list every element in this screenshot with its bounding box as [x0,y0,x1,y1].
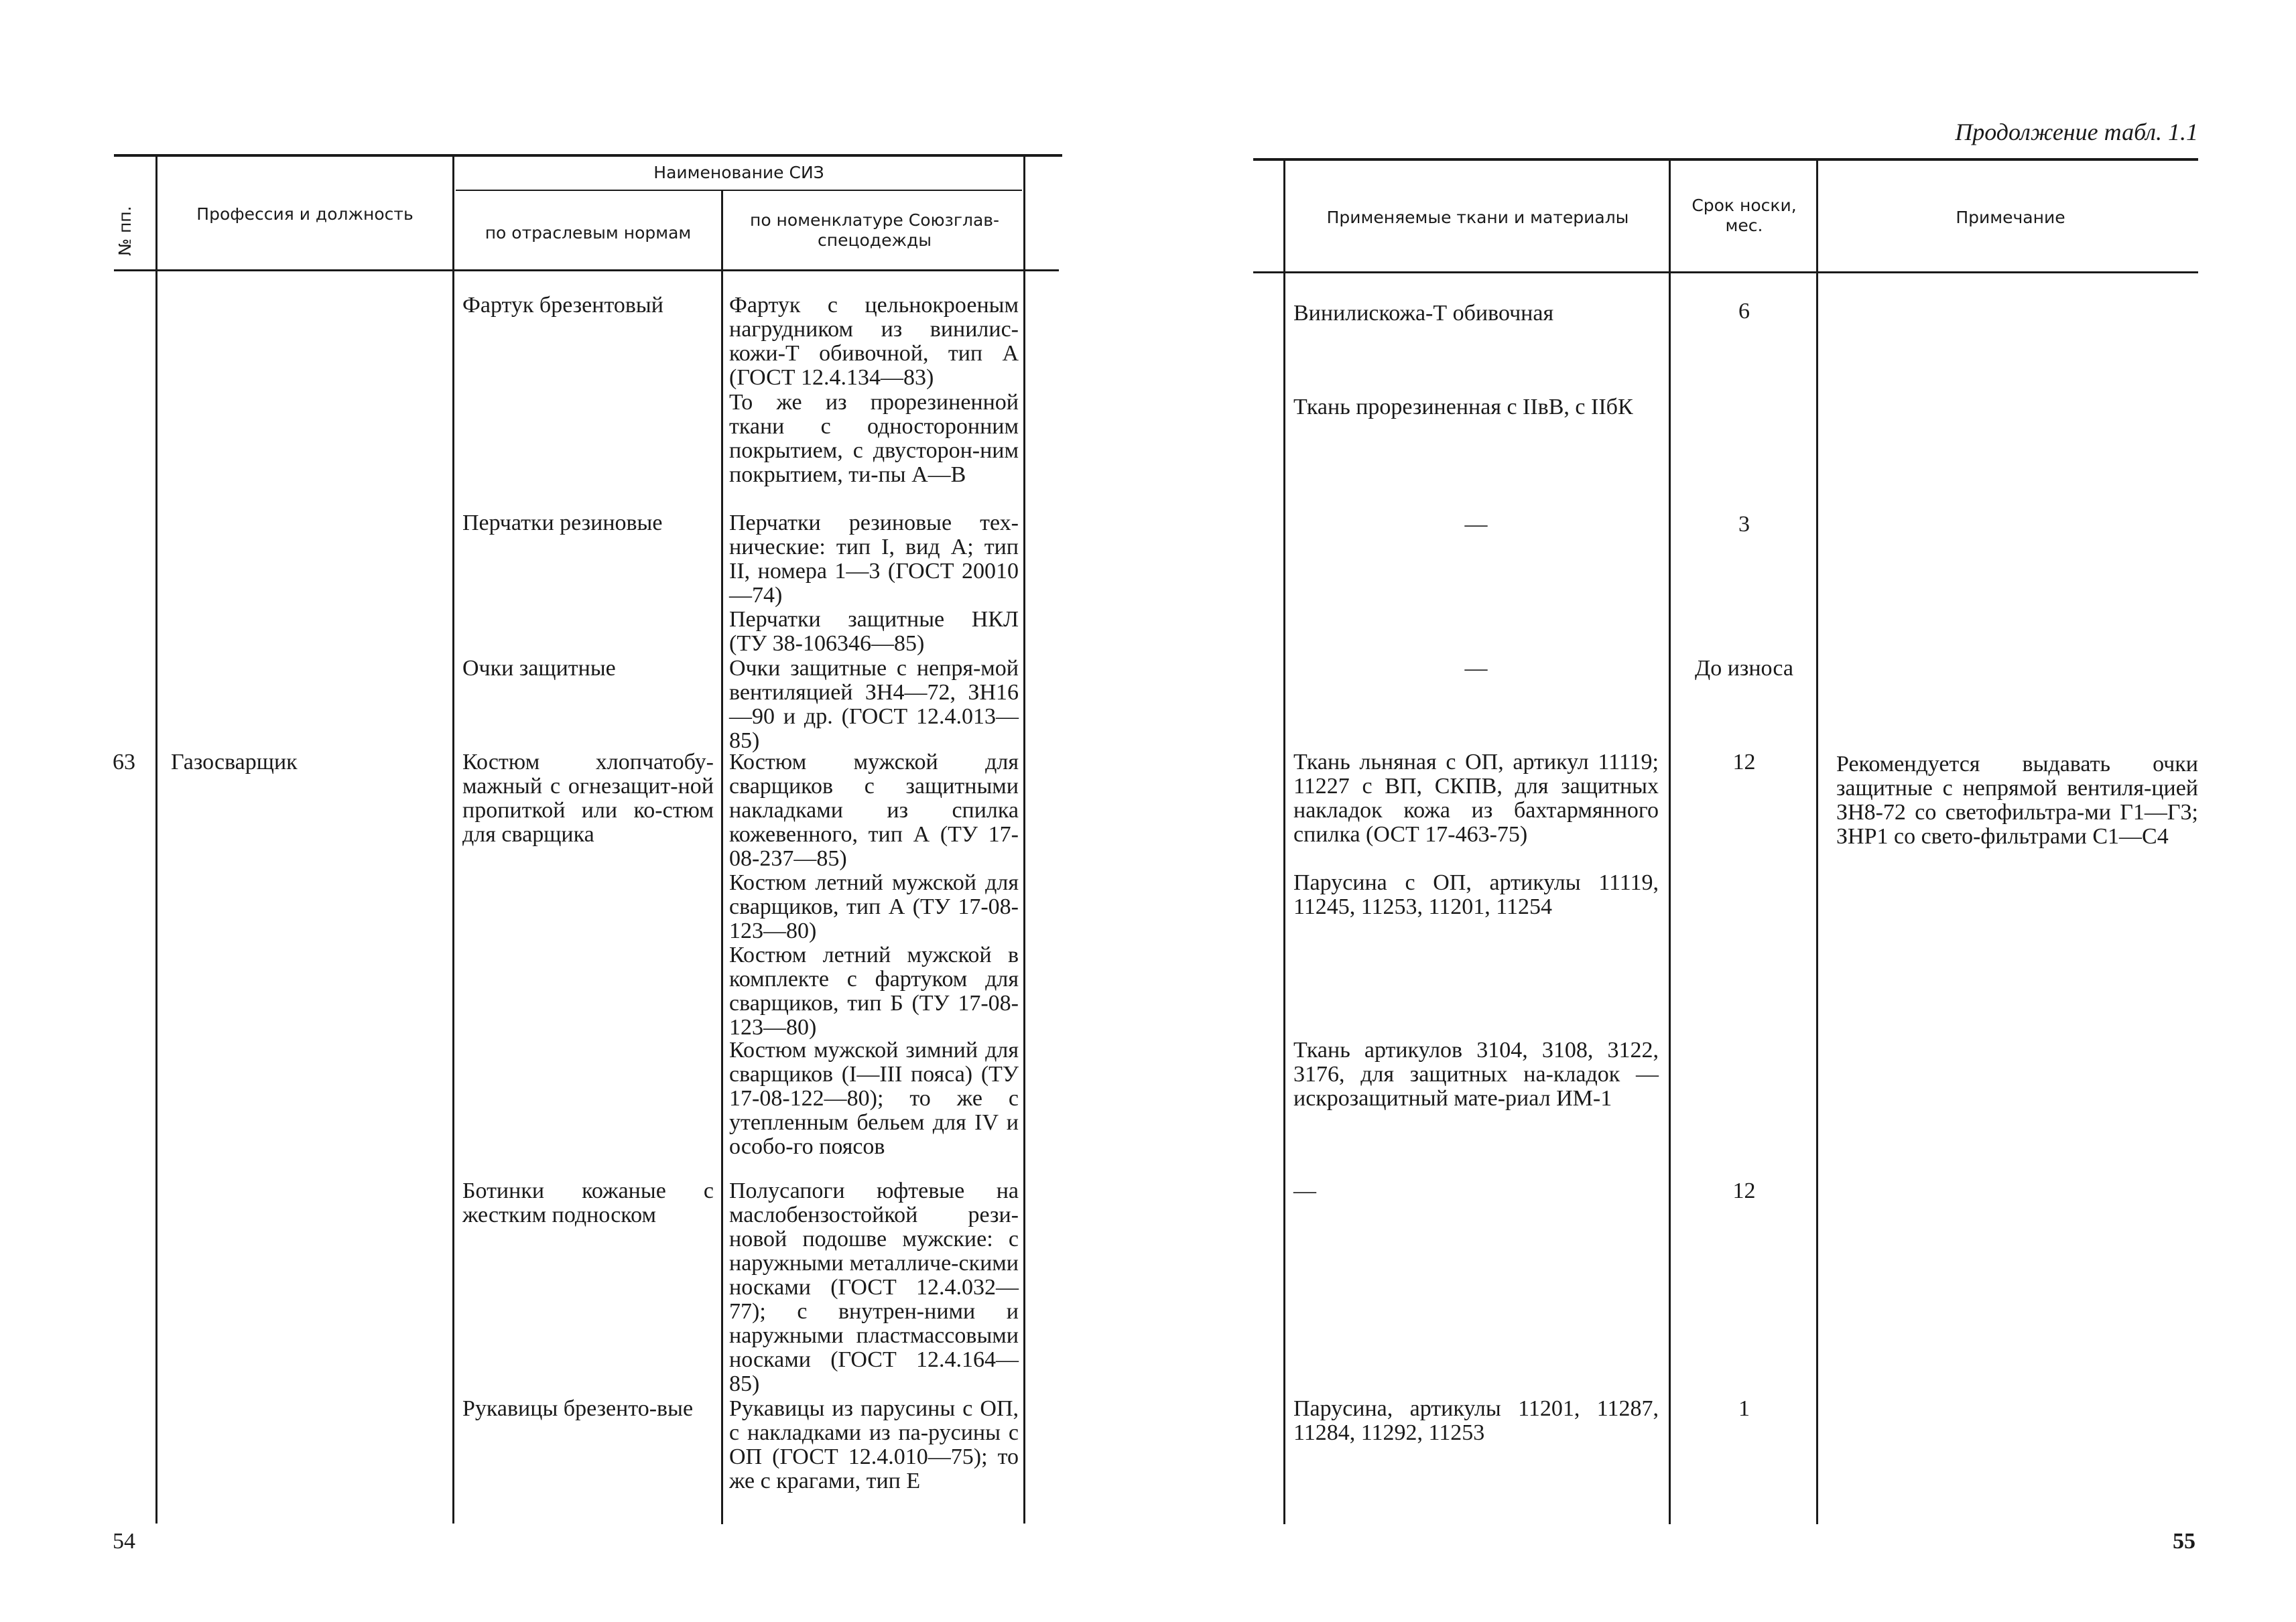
nomen-item: Костюм летний мужской для сварщиков, тип А (ТУ 17-08-123—80) [729,870,1019,943]
norm-item: Фартук брезентовый [462,293,663,318]
material-cell: Ткань льняная с ОП, артикул 11119; 11227 с ВП, СКПВ, для защитных накладок кожа из бахтармянного спилка (ОСТ 17-463-75) [1293,750,1659,847]
left-header-bottom-rule [114,269,1059,271]
norm-item: Очки защитные [462,656,616,681]
material-cell: Парусина с ОП, артикулы 11119, 11245, 11253, 11201, 11254 [1293,870,1659,919]
note-cell: Рекомендуется выдавать очки защитные с непрямой вентиля-цией ЗН8-72 со светофильтра-ми Г1—Г3; ЗНР1 со свето-фильтрами С1—С4 [1836,752,2198,849]
norm-item: Костюм хлопчатобу-мажный с огнезащит-ной пропиткой или ко-стюм для сварщика [462,750,714,847]
term-cell: 6 [1738,299,1750,324]
header-industry-norms: по отраслевым нормам [485,223,692,243]
continuation-caption: Продолжение табл. 1.1 [1955,119,2198,145]
norm-item: Ботинки кожаные с жестким подноском [462,1178,714,1227]
term-cell: До износа [1695,656,1793,681]
left-page-number: 54 [113,1529,135,1554]
nomen-item: Костюм мужской зимний для сварщиков (I—III пояса) (ТУ 17-08-122—80); то же с утепленным бельем для IV и особо-го поясов [729,1038,1019,1159]
header-siz-group: Наименование СИЗ [653,163,824,182]
norm-item: Перчатки резиновые [462,511,663,535]
left-col-divider-3 [721,191,723,1524]
norm-item: Рукавицы брезенто-вые [462,1396,694,1421]
row-number: 63 [113,750,135,774]
material-cell: — [1293,1178,1316,1203]
left-col-divider-4 [1023,157,1025,1524]
material-cell: Парусина, артикулы 11201, 11287, 11284, 11292, 11253 [1293,1396,1659,1445]
header-profession: Профессия и должность [196,204,413,224]
material-cell: Ткань прорезиненная с IIвВ, с IIбК [1293,395,1633,419]
profession-cell: Газосварщик [171,750,298,774]
nomen-item: Костюм летний мужской в комплекте с фартуком для сварщиков, тип Б (ТУ 17-08-123—80) [729,943,1019,1040]
right-col-divider-3 [1816,161,1818,1524]
material-cell: — [1464,656,1488,681]
material-cell: — [1464,512,1488,537]
header-term: Срок носки, мес. [1692,196,1797,235]
term-cell: 12 [1732,750,1756,774]
right-header-bottom-rule [1253,271,2198,273]
nomen-item: Костюм мужской для сварщиков с защитными накладками из спилка кожевенного, тип А (ТУ 17-08-237—85) [729,750,1019,871]
right-page-number: 55 [2173,1529,2195,1554]
header-note: Примечание [1956,208,2065,227]
nomen-item: Полусапоги юфтевые на маслобензостойкой рези-новой подошве мужские: с наружными металличе-скими носками (ГОСТ 12.4.032—77); с внутрен-ними и наружными пластмассовыми носками (ГОСТ 12.4.164—85) [729,1178,1019,1396]
header-materials: Применяемые ткани и материалы [1326,208,1629,227]
left-col-divider-1 [155,157,157,1524]
nomen-item: Перчатки защитные НКЛ (ТУ 38-106346—85) [729,607,1019,656]
nomen-item: Рукавицы из парусины с ОП, с накладками из па-русины с ОП (ГОСТ 12.4.010—75); то же с крагами, тип Е [729,1396,1019,1493]
material-cell: Винилискожа-Т обивочная [1293,301,1554,326]
term-cell: 12 [1732,1178,1756,1203]
nomen-item: Очки защитные с непря-мой вентиляцией ЗН4—72, ЗН16—90 и др. (ГОСТ 12.4.013—85) [729,656,1019,753]
term-cell: 1 [1738,1396,1750,1421]
left-col-divider-2 [452,157,454,1524]
right-top-rule [1253,158,2198,161]
term-cell: 3 [1738,512,1750,537]
nomen-item: То же из прорезиненной ткани с односторонним покрытием, с двусторон-ним покрытием, ти-пы А—В [729,390,1019,487]
material-cell: Ткань артикулов 3104, 3108, 3122, 3176, для защитных на-кладок — искрозащитный мате-риал ИМ-1 [1293,1038,1659,1111]
right-col-divider-1 [1283,161,1285,1524]
nomen-item: Перчатки резиновые тех-нические: тип I, вид А; тип II, номера 1—3 (ГОСТ 20010—74) [729,511,1019,608]
left-subheader-rule [456,190,1022,191]
right-col-divider-2 [1669,161,1671,1524]
left-top-rule [114,154,1062,157]
nomen-item: Фартук с цельнокроеным нагрудником из винилис-кожи-Т обивочной, тип А (ГОСТ 12.4.134—83) [729,293,1019,390]
header-nomenclature: по номенклатуре Союзглав-спецодежды [749,210,1000,250]
header-num: № пп. [115,206,135,256]
